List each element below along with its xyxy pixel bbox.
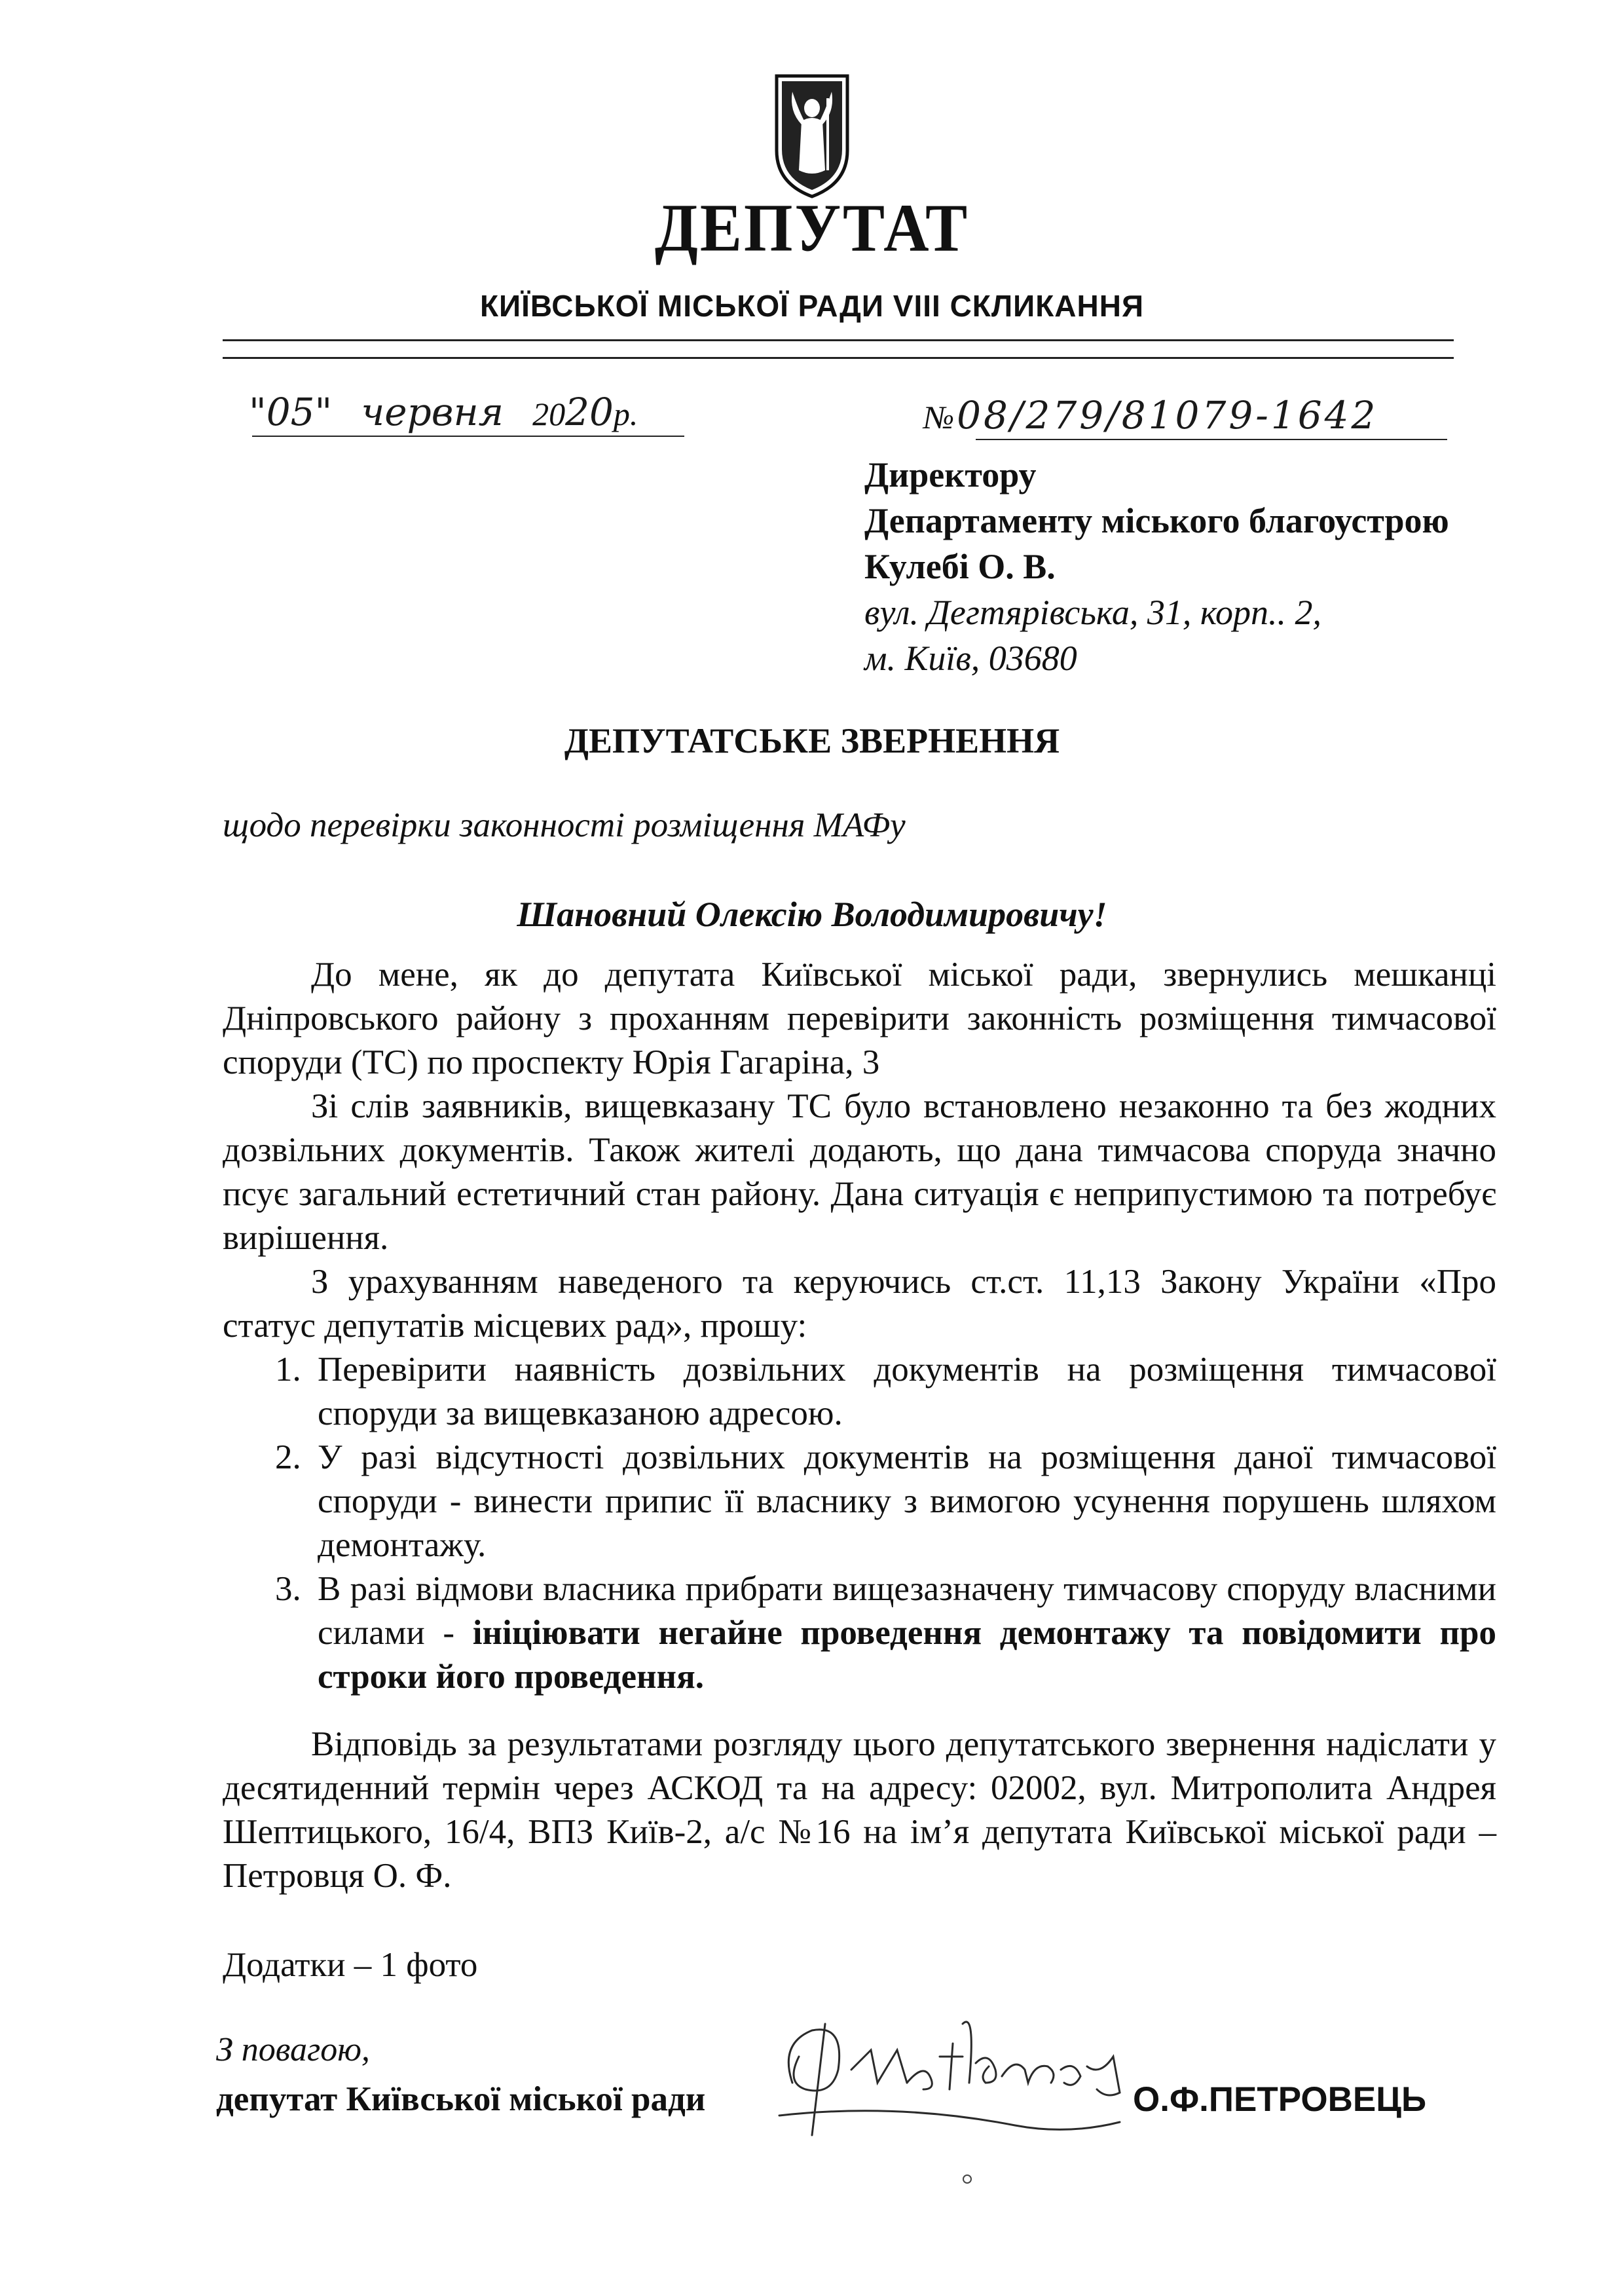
answer-paragraph: Відповідь за результатами розгляду цього депутатського звернення надіслати у десятиденний термін через АСКОД та на адресу: 02002, вул. Митрополита Андрея Шептицького, 16/4, ВПЗ Київ-2, а/с №16 на ім’я депутата Київської міської ради – Петровця О. Ф. [223, 1725, 1496, 1895]
attachments-note: Додатки – 1 фото [223, 1946, 478, 1984]
addressee-line3: Кулебі О. В. [864, 547, 1056, 586]
list-item-bold-text: ініціювати негайне проведення демонтажу та повідомити про строки його проведення. [318, 1614, 1496, 1696]
greeting: Шановний Олексію Володимировичу! [517, 895, 1107, 934]
list-item [223, 1348, 1496, 1436]
letter-body [223, 953, 1496, 1699]
list-item-number: 3. [275, 1570, 301, 1608]
body-paragraph-1: До мене, як до депутата Київської міської ради, звернулись мешканці Дніпровського району з проханням перевірити законність розміщення тимчасової споруди (ТС) по проспекту Юрія Гагаріна, 3 [223, 956, 1496, 1081]
date-underline [252, 436, 684, 437]
body-paragraph-3: З урахуванням наведеного та керуючись ст.ст. 11,13 Закону України «Про статус депутатів місцевих рад», прошу: [223, 1263, 1496, 1345]
date-suffix: р. [613, 396, 638, 432]
number-value: 08/279/81079-1642 [957, 393, 1378, 438]
closing-regards: З повагою, [216, 2031, 370, 2068]
number-underline [976, 439, 1447, 440]
addressee-line2: Департаменту міського благоустрою [864, 501, 1449, 540]
letterhead-rule-top [223, 339, 1454, 341]
kyiv-coat-of-arms-icon [773, 72, 851, 200]
answer-instructions [223, 1723, 1496, 1898]
date-day: 05 [266, 390, 315, 434]
letterhead-title: ДЕПУТАТ [654, 189, 970, 266]
addressee-line5: м. Київ, 03680 [864, 639, 1077, 678]
document-date: "05" червня 2020р. [249, 390, 638, 434]
request-list [223, 1348, 1496, 1699]
letterhead-rule-bottom [223, 357, 1454, 359]
signer-position: депутат Київської міської ради [216, 2080, 706, 2118]
list-item [223, 1436, 1496, 1567]
addressee-line1: Директору [864, 455, 1037, 494]
addressee-block [864, 452, 1585, 681]
list-item [223, 1567, 1496, 1699]
date-month: червня [361, 390, 504, 434]
handwritten-signature [766, 1985, 1133, 2168]
body-paragraph-2: Зі слів заявників, вищевказану ТС було встановлено незаконно та без жодних дозвільних документів. Також жителі додають, що дана тимчасова споруда значно псує загальний естетичний стан району. Дана ситуація є неприпустимою та потребує вирішення. [223, 1087, 1496, 1257]
date-year-suffix: 20 [565, 390, 614, 434]
addressee-line4: вул. Дегтярівська, 31, корп.. 2, [864, 593, 1322, 632]
list-item-text: У разі відсутності дозвільних документів на розміщення даної тимчасової споруди - винести припис її власнику з вимогою усунення порушень шляхом демонтажу. [318, 1438, 1496, 1564]
letterhead-subtitle: КИЇВСЬКОЇ МІСЬКОЇ РАДИ VIII СКЛИКАННЯ [479, 289, 1145, 323]
scan-dot [963, 2174, 972, 2184]
number-prefix: № [923, 399, 955, 436]
list-item-text: Перевірити наявність дозвільних документів на розміщення тимчасової споруди за вищевказаною адресою. [318, 1351, 1496, 1432]
signer-name: О.Ф.ПЕТРОВЕЦЬ [1133, 2080, 1427, 2119]
list-item-number: 2. [275, 1438, 301, 1476]
document-subject: щодо перевірки законності розміщення МАФу [223, 806, 906, 844]
list-item-text: В разі відмови власника прибрати вищезазначену тимчасову споруду власними силами - [318, 1570, 1496, 1652]
document-title: ДЕПУТАТСЬКЕ ЗВЕРНЕННЯ [564, 721, 1060, 760]
document-number [923, 393, 1378, 438]
list-item-number: 1. [275, 1351, 301, 1389]
date-year-prefix: 20 [532, 396, 566, 432]
